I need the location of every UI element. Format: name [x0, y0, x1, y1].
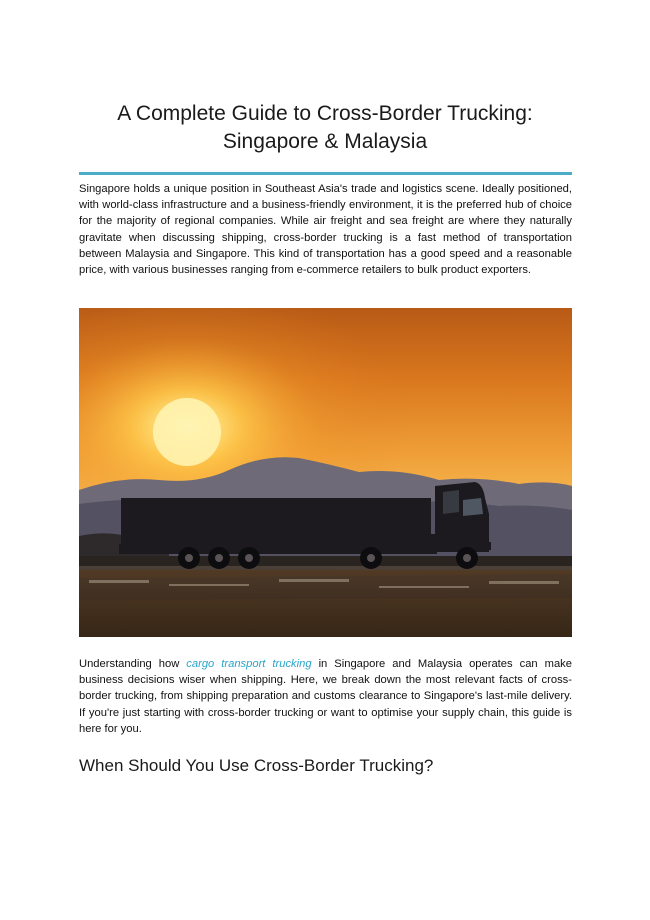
truck-sunset-photo [79, 308, 572, 637]
second-paragraph-lead: Understanding how [79, 658, 187, 670]
section-heading: When Should You Use Cross-Border Trucking? [79, 756, 434, 775]
cargo-transport-trucking-link[interactable]: cargo transport trucking [186, 658, 312, 670]
document-title [0, 100, 650, 156]
title-line-1: A Complete Guide to Cross-Border Trucking: [117, 102, 533, 125]
second-paragraph [79, 656, 572, 737]
intro-paragraph: Singapore holds a unique position in Southeast Asia's trade and logistics scene. Ideally positioned, with world-class infrastructure and a business-friendly environment, it is the preferred hub of choice for the majority of regional companies. While air freight and sea freight are where they naturally gravitate when discussing shipping, cross-border trucking is a fast method of transportation between Malaysia and Singapore. This kind of transportation has a good speed and a reasonable price, with various businesses ranging from e-commerce retailers to bulk product exporters. [79, 183, 572, 277]
second-paragraph-rest: in Singapore and Malaysia operates can make business decisions wiser when shipping. Here, we break down the most relevant facts of cross-border trucking, from shipping preparation and customs clearance to Singapore's last-mile delivery. If you're just starting with cross-border trucking or want to optimise your supply chain, this guide is here for you. [79, 658, 572, 735]
title-line-2: Singapore & Malaysia [222, 130, 428, 153]
title-divider [79, 172, 572, 175]
